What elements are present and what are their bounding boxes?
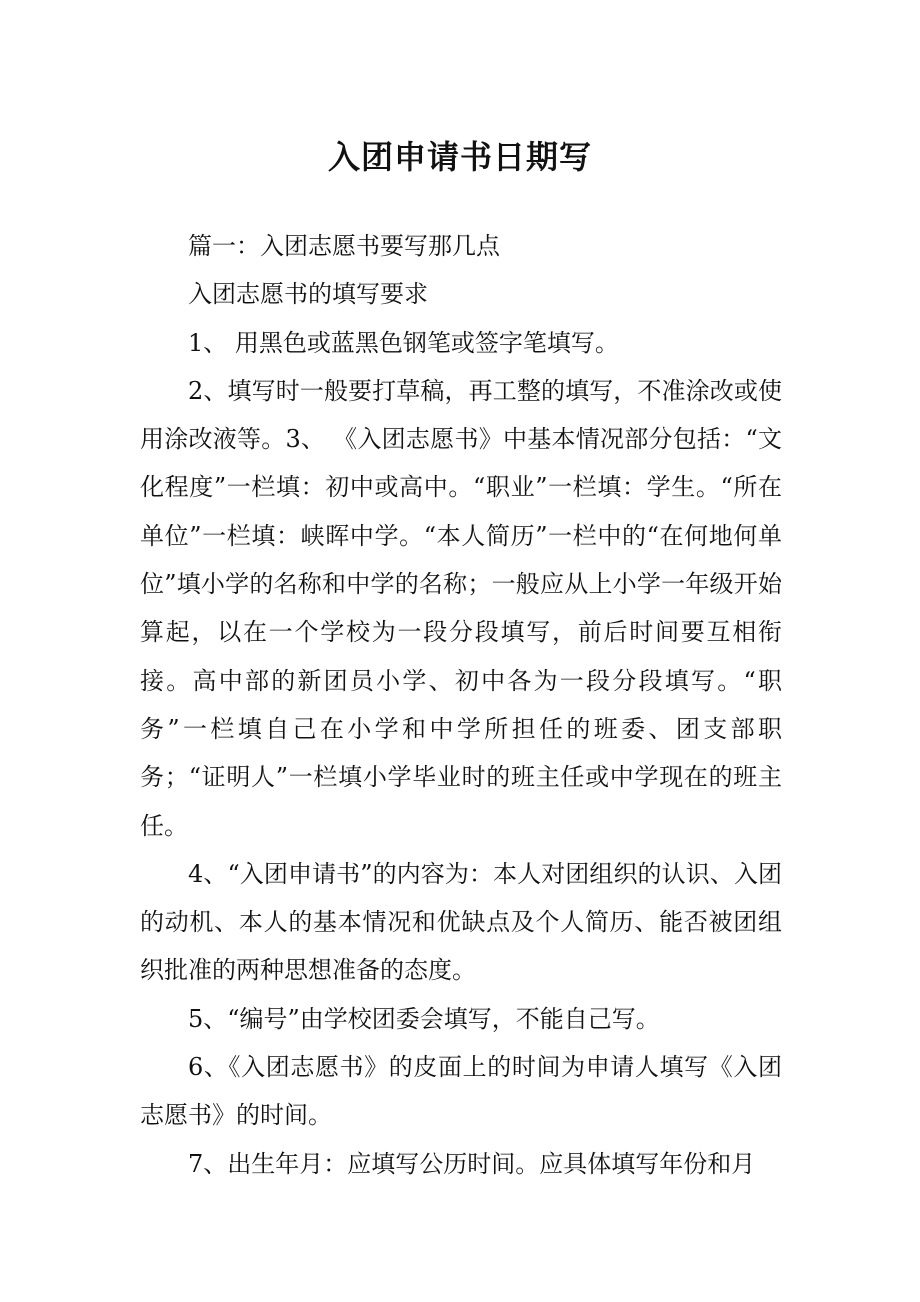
paragraph-item-7: 7、出生年月：应填写公历时间。应具体填写年份和月 <box>188 1149 756 1178</box>
paragraph-item-2-3: 2、填写时一般要打草稿，再工整的填写，不准涂改或使用涂改液等。3、 《入团志愿书》中基本情况部分包括：“文化程度”一栏填：初中或高中。“职业”一栏填：学生。“所在单位”一栏填：峡晖中学。“本人简历”一栏中的“在何地何单位”填小学的名称和中学的名称；一般应从上小学一年级开始算起，以在一个学校为一段分段填写，前后时间要互相衔接。高中部的新团员小学、初中各为一段分段填写。“职务”一栏填自己在小学和中学所担任的班委、团支部职务；“证明人”一栏填小学毕业时的班主任或中学现在的班主任。 <box>140 376 782 840</box>
paragraph-item-1: 1、 用黑色或蓝黑色钢笔或签字笔填写。 <box>188 328 619 357</box>
section-heading: 篇一：入团志愿书要写那几点 <box>188 232 500 260</box>
paragraph-subtitle: 入团志愿书的填写要求 <box>188 280 428 309</box>
paragraph-item-6: 6、《入团志愿书》的皮面上的时间为申请人填写《入团志愿书》的时间。 <box>140 1053 782 1130</box>
document-body <box>140 222 782 1188</box>
document-title: 入团申请书日期写 <box>327 138 592 177</box>
paragraph-item-5: 5、“编号”由学校团委会填写，不能自己写。 <box>188 1004 660 1033</box>
paragraph-item-4: 4、“入团申请书”的内容为：本人对团组织的认识、入团的动机、本人的基本情况和优缺点及个人简历、能否被团组织批准的两种思想准备的态度。 <box>140 859 782 985</box>
